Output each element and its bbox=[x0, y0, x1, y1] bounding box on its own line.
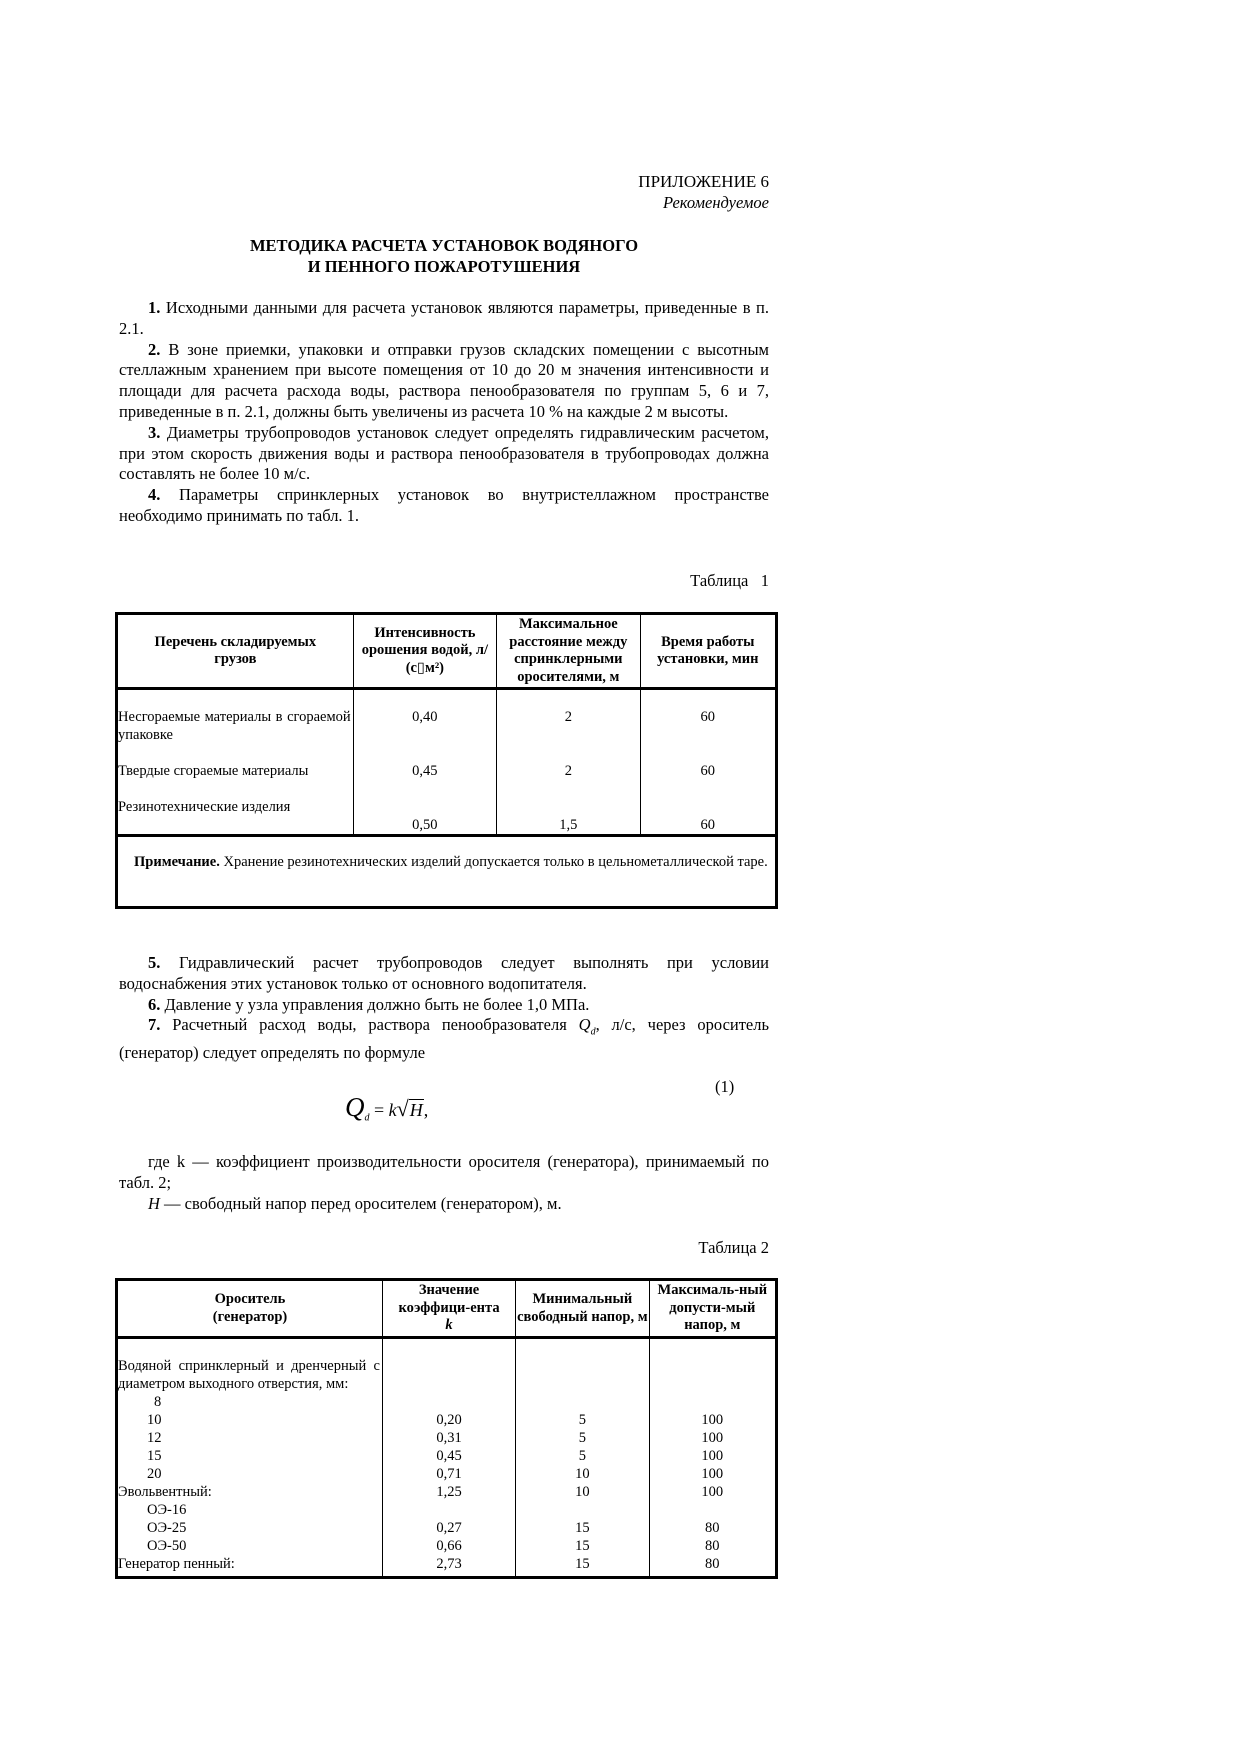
formula-legend bbox=[119, 1152, 769, 1214]
table-cell: 1,5 bbox=[559, 817, 578, 833]
table-cell: 1,25 bbox=[436, 1484, 462, 1500]
table-cell: 100 bbox=[701, 1448, 724, 1464]
table1-header-goods: Перечень складируемых грузов bbox=[117, 614, 354, 689]
list-item: 15 bbox=[147, 1448, 162, 1464]
table-cell: 5 bbox=[578, 1448, 586, 1464]
formula-comma: , bbox=[423, 1100, 429, 1120]
table2-col-k bbox=[382, 1338, 515, 1578]
table-cell: 2 bbox=[564, 709, 572, 725]
paragraph-5: 5. Гидравлический расчет трубопроводов следует выполнять при условии водоснабжения этих установок только от основного водопитателя. bbox=[119, 953, 770, 993]
paragraph-1: 1. Исходными данными для расчета установок являются параметры, приведенные в п. 2.1. bbox=[119, 298, 770, 338]
table2-header-max-pressure: Максималь-ный допусти-мый напор, м bbox=[649, 1280, 776, 1338]
title-line-1: МЕТОДИКА РАСЧЕТА УСТАНОВОК ВОДЯНОГО bbox=[249, 236, 639, 255]
table-row: Твердые сгораемые материалы bbox=[118, 763, 309, 779]
table-cell: 2,73 bbox=[436, 1556, 462, 1572]
table1-header-distance: Максимальное расстояние между спринклерными оросителями, м bbox=[497, 614, 641, 689]
list-item: 10 bbox=[147, 1412, 162, 1428]
table2-col-max bbox=[649, 1338, 776, 1578]
table1-col-intensity bbox=[353, 689, 496, 836]
table-cell: 60 bbox=[700, 817, 716, 833]
table-cell: 0,31 bbox=[436, 1430, 462, 1446]
paragraph-3: 3. Диаметры трубопроводов установок следует определять гидравлическим расчетом, при этом скорость движения воды и раствора пенообразователя в трубопроводах должна составлять не более 10 м/с. bbox=[119, 422, 769, 484]
table-2 bbox=[115, 1278, 778, 1579]
paragraphs-5-7 bbox=[119, 953, 769, 1064]
appendix-status: Рекомендуемое bbox=[662, 193, 769, 212]
table-cell: 0,40 bbox=[412, 709, 438, 725]
appendix-label: ПРИЛОЖЕНИЕ 6 bbox=[638, 172, 769, 191]
table-cell: 0,71 bbox=[436, 1466, 462, 1482]
table-cell: 100 bbox=[701, 1412, 724, 1428]
table1-caption: Таблица 1 bbox=[690, 571, 769, 590]
list-item: 20 bbox=[147, 1466, 162, 1482]
table2-header-sprinkler: Ороситель (генератор) bbox=[117, 1280, 383, 1338]
table1-body bbox=[117, 689, 777, 836]
table2-group-evolvent: Эвольвентный: bbox=[118, 1484, 212, 1500]
table-row: Несгораемые материалы в сгораемой упаковке bbox=[118, 709, 351, 743]
table1-note-label: Примечание. bbox=[134, 854, 220, 870]
formula-h: H bbox=[409, 1100, 423, 1120]
table-cell: 100 bbox=[701, 1430, 724, 1446]
table-cell: 15 bbox=[575, 1556, 590, 1572]
table1-note bbox=[117, 836, 777, 908]
table1-header-time: Время работы установки, мин bbox=[640, 614, 776, 689]
table-1 bbox=[115, 612, 778, 909]
table-cell: 0,45 bbox=[412, 763, 438, 779]
table-cell: 5 bbox=[578, 1430, 586, 1446]
list-item: ОЭ-16 bbox=[147, 1502, 187, 1518]
formula-sub: d bbox=[364, 1112, 370, 1124]
table2-caption: Таблица 2 bbox=[698, 1238, 769, 1257]
table1-col-time bbox=[640, 689, 776, 836]
table1-col-distance bbox=[497, 689, 641, 836]
table-cell: 80 bbox=[705, 1520, 720, 1536]
table2-group-foam: Генератор пенный: bbox=[118, 1556, 235, 1572]
table-cell: 80 bbox=[705, 1556, 720, 1572]
table-cell: 10 bbox=[575, 1466, 590, 1482]
table-cell: 10 bbox=[575, 1484, 590, 1500]
formula bbox=[345, 1092, 428, 1124]
table-cell: 100 bbox=[701, 1466, 724, 1482]
table2-header-min-pressure: Минимальный свободный напор, м bbox=[516, 1280, 650, 1338]
table-cell: 5 bbox=[578, 1412, 586, 1428]
table2-col-sprinkler bbox=[117, 1338, 383, 1578]
table-cell: 15 bbox=[575, 1520, 590, 1536]
formula-eq: = bbox=[369, 1100, 389, 1120]
table2-group-water: Водяной спринклерный и дренчерный с диаметром выходного отверстия, мм: bbox=[118, 1358, 380, 1392]
table-cell: 80 bbox=[705, 1538, 720, 1554]
formula-k: k bbox=[388, 1100, 397, 1120]
list-item: 8 bbox=[154, 1394, 162, 1410]
table-cell: 100 bbox=[701, 1484, 724, 1500]
table-cell: 0,50 bbox=[412, 817, 438, 833]
list-item: 12 bbox=[147, 1430, 162, 1446]
table1-note-row bbox=[117, 836, 777, 908]
table2-col-min bbox=[516, 1338, 650, 1578]
paragraph-7: 7. Расчетный расход воды, раствора пенообразователя $Q_d$, л/с, через ороситель (генератор) следует определять по формуле bbox=[119, 1015, 770, 1063]
table-cell: 60 bbox=[700, 709, 716, 725]
table1-header-row bbox=[117, 614, 777, 689]
formula-q: Q bbox=[345, 1092, 365, 1122]
table-cell: 15 bbox=[575, 1538, 590, 1554]
table2-header-k: k bbox=[445, 1317, 453, 1334]
table-cell: 0,27 bbox=[436, 1520, 462, 1536]
table-row: Резинотехнические изделия bbox=[118, 799, 291, 815]
table-cell: 0,66 bbox=[436, 1538, 462, 1554]
list-item: ОЭ-25 bbox=[147, 1520, 187, 1536]
table-cell: 0,20 bbox=[436, 1412, 462, 1428]
legend-k: где k — коэффициент производительности оросителя (генератора), принимаемый по табл. 2; bbox=[119, 1152, 769, 1192]
table-cell: 0,45 bbox=[436, 1448, 462, 1464]
paragraph-2: 2. В зоне приемки, упаковки и отправки грузов складских помещении с высотным стеллажным хранением при высоте помещения от 10 до 20 м значения интенсивности и площади для расчета расхода воды, раствора пенообразователя по группам 5, 6 и 7, приведенные в п. 2.1, должны быть увеличены из расчета 10 % на каждые 2 м высоты. bbox=[119, 339, 770, 421]
title-line-2: И ПЕННОГО ПОЖАРОТУШЕНИЯ bbox=[307, 257, 581, 276]
table-cell: 60 bbox=[700, 763, 716, 779]
table1-header-intensity: Интенсивность орошения водой, л/ (с▯м²) bbox=[353, 614, 496, 689]
paragraph-4: 4. Параметры спринклерных установок во внутристеллажном пространстве необходимо принимать по табл. 1. bbox=[119, 485, 769, 525]
table1-col-goods bbox=[117, 689, 354, 836]
paragraph-6: 6. Давление у узла управления должно быть не более 1,0 МПа. bbox=[148, 994, 590, 1014]
legend-h: H — свободный напор перед оросителем (генератором), м. bbox=[148, 1193, 562, 1213]
table2-header-row bbox=[117, 1280, 777, 1338]
paragraphs-1-4 bbox=[119, 298, 769, 527]
table1-note-text: Хранение резинотехнических изделий допускается только в цельнометаллической таре. bbox=[219, 854, 768, 870]
list-item: ОЭ-50 bbox=[147, 1538, 187, 1554]
sqrt-icon: √ bbox=[396, 1096, 409, 1121]
table-cell: 2 bbox=[564, 763, 572, 779]
document-title bbox=[119, 235, 769, 277]
formula-number: (1) bbox=[715, 1077, 735, 1096]
table2-header-coefficient: Значение коэффици-ента k bbox=[382, 1280, 515, 1338]
table2-body bbox=[117, 1338, 777, 1578]
